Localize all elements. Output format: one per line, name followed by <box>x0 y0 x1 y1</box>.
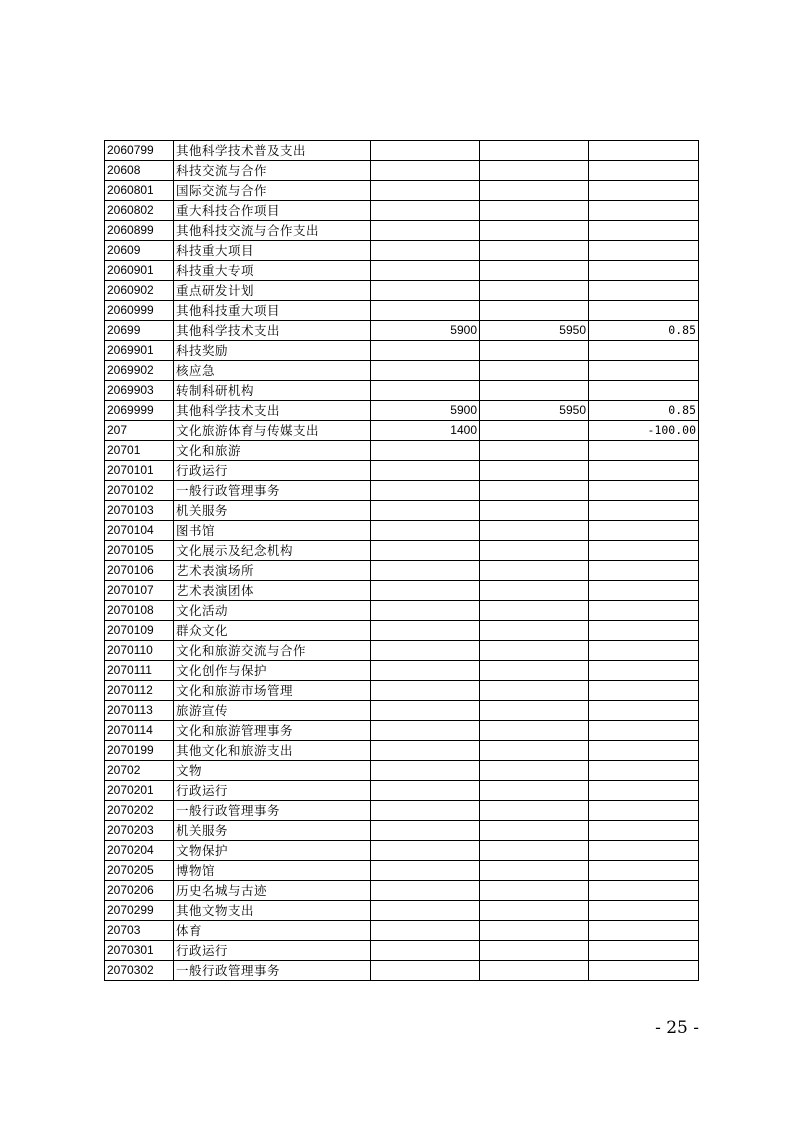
change-rate-cell <box>589 641 699 661</box>
table-row <box>105 641 699 661</box>
change-rate-cell <box>589 181 699 201</box>
table-row <box>105 821 699 841</box>
actual-value-cell <box>480 581 589 601</box>
change-rate-cell <box>589 561 699 581</box>
actual-value-cell <box>480 661 589 681</box>
table-row <box>105 801 699 821</box>
actual-value-cell <box>480 201 589 221</box>
budget-value-cell <box>371 381 480 401</box>
subject-code-cell: 2070199 <box>105 741 174 761</box>
subject-code-cell: 2069903 <box>105 381 174 401</box>
table-row <box>105 541 699 561</box>
change-rate-cell <box>589 901 699 921</box>
actual-value-cell <box>480 721 589 741</box>
actual-value-cell <box>480 361 589 381</box>
actual-value-cell <box>480 481 589 501</box>
budget-value-cell <box>371 801 480 821</box>
change-rate-cell <box>589 521 699 541</box>
change-rate-cell: 0.85 <box>589 401 699 421</box>
table-row <box>105 921 699 941</box>
subject-code-cell: 2070109 <box>105 621 174 641</box>
actual-value-cell <box>480 941 589 961</box>
subject-code-cell: 2070299 <box>105 901 174 921</box>
subject-name-cell: 一般行政管理事务 <box>174 481 371 501</box>
actual-value-cell <box>480 881 589 901</box>
change-rate-cell <box>589 341 699 361</box>
subject-code-cell: 2070106 <box>105 561 174 581</box>
table-row <box>105 221 699 241</box>
subject-name-cell: 体育 <box>174 921 371 941</box>
budget-table-body <box>105 141 699 981</box>
subject-name-cell: 文化和旅游市场管理 <box>174 681 371 701</box>
subject-code-cell: 2070108 <box>105 601 174 621</box>
actual-value-cell <box>480 601 589 621</box>
table-row <box>105 161 699 181</box>
budget-value-cell <box>371 441 480 461</box>
subject-name-cell: 行政运行 <box>174 941 371 961</box>
change-rate-cell <box>589 441 699 461</box>
table-row <box>105 381 699 401</box>
budget-value-cell <box>371 861 480 881</box>
actual-value-cell <box>480 961 589 981</box>
change-rate-cell <box>589 381 699 401</box>
table-row <box>105 721 699 741</box>
budget-value-cell <box>371 821 480 841</box>
subject-code-cell: 2070111 <box>105 661 174 681</box>
table-row <box>105 601 699 621</box>
budget-value-cell <box>371 461 480 481</box>
budget-value-cell <box>371 781 480 801</box>
subject-name-cell: 艺术表演团体 <box>174 581 371 601</box>
change-rate-cell <box>589 681 699 701</box>
budget-value-cell <box>371 281 480 301</box>
change-rate-cell <box>589 481 699 501</box>
budget-value-cell <box>371 521 480 541</box>
subject-name-cell: 博物馆 <box>174 861 371 881</box>
actual-value-cell <box>480 261 589 281</box>
table-row <box>105 861 699 881</box>
budget-value-cell <box>371 261 480 281</box>
actual-value-cell <box>480 241 589 261</box>
change-rate-cell <box>589 661 699 681</box>
actual-value-cell: 5950 <box>480 321 589 341</box>
table-row <box>105 341 699 361</box>
table-row <box>105 521 699 541</box>
subject-name-cell: 文化和旅游管理事务 <box>174 721 371 741</box>
actual-value-cell <box>480 621 589 641</box>
actual-value-cell <box>480 901 589 921</box>
actual-value-cell <box>480 181 589 201</box>
subject-code-cell: 2060999 <box>105 301 174 321</box>
budget-value-cell <box>371 741 480 761</box>
budget-value-cell <box>371 641 480 661</box>
change-rate-cell <box>589 201 699 221</box>
subject-code-cell: 2060899 <box>105 221 174 241</box>
subject-name-cell: 文化和旅游交流与合作 <box>174 641 371 661</box>
actual-value-cell <box>480 921 589 941</box>
budget-value-cell <box>371 221 480 241</box>
subject-code-cell: 2069999 <box>105 401 174 421</box>
subject-name-cell: 其他科技重大项目 <box>174 301 371 321</box>
change-rate-cell <box>589 741 699 761</box>
subject-code-cell: 207 <box>105 421 174 441</box>
subject-code-cell: 20699 <box>105 321 174 341</box>
subject-code-cell: 2060802 <box>105 201 174 221</box>
actual-value-cell <box>480 561 589 581</box>
actual-value-cell <box>480 221 589 241</box>
actual-value-cell <box>480 281 589 301</box>
table-row <box>105 401 699 421</box>
subject-name-cell: 其他科学技术支出 <box>174 401 371 421</box>
table-row <box>105 241 699 261</box>
subject-name-cell: 转制科研机构 <box>174 381 371 401</box>
actual-value-cell <box>480 341 589 361</box>
budget-value-cell <box>371 881 480 901</box>
table-row <box>105 141 699 161</box>
change-rate-cell <box>589 541 699 561</box>
actual-value-cell <box>480 761 589 781</box>
table-row <box>105 881 699 901</box>
change-rate-cell <box>589 761 699 781</box>
subject-code-cell: 2070203 <box>105 821 174 841</box>
budget-value-cell <box>371 501 480 521</box>
actual-value-cell <box>480 521 589 541</box>
budget-value-cell <box>371 141 480 161</box>
table-row <box>105 361 699 381</box>
change-rate-cell <box>589 721 699 741</box>
budget-value-cell <box>371 681 480 701</box>
subject-name-cell: 科技重大专项 <box>174 261 371 281</box>
subject-code-cell: 2070201 <box>105 781 174 801</box>
change-rate-cell <box>589 881 699 901</box>
actual-value-cell <box>480 461 589 481</box>
budget-value-cell <box>371 561 480 581</box>
subject-name-cell: 科技重大项目 <box>174 241 371 261</box>
budget-value-cell: 5900 <box>371 401 480 421</box>
subject-code-cell: 2060801 <box>105 181 174 201</box>
actual-value-cell <box>480 801 589 821</box>
table-row <box>105 481 699 501</box>
subject-code-cell: 2060902 <box>105 281 174 301</box>
subject-code-cell: 2070104 <box>105 521 174 541</box>
subject-code-cell: 20703 <box>105 921 174 941</box>
budget-value-cell <box>371 161 480 181</box>
subject-code-cell: 2070114 <box>105 721 174 741</box>
change-rate-cell <box>589 961 699 981</box>
subject-code-cell: 2069902 <box>105 361 174 381</box>
budget-value-cell <box>371 181 480 201</box>
budget-value-cell <box>371 301 480 321</box>
table-row <box>105 461 699 481</box>
subject-name-cell: 科技奖励 <box>174 341 371 361</box>
table-row <box>105 961 699 981</box>
actual-value-cell <box>480 421 589 441</box>
change-rate-cell <box>589 921 699 941</box>
subject-name-cell: 文物保护 <box>174 841 371 861</box>
subject-name-cell: 行政运行 <box>174 781 371 801</box>
budget-value-cell <box>371 581 480 601</box>
subject-code-cell: 2060901 <box>105 261 174 281</box>
change-rate-cell <box>589 281 699 301</box>
change-rate-cell <box>589 141 699 161</box>
budget-value-cell: 1400 <box>371 421 480 441</box>
subject-code-cell: 20609 <box>105 241 174 261</box>
budget-value-cell <box>371 961 480 981</box>
subject-name-cell: 核应急 <box>174 361 371 381</box>
table-row <box>105 741 699 761</box>
subject-code-cell: 20702 <box>105 761 174 781</box>
subject-name-cell: 历史名城与古迹 <box>174 881 371 901</box>
budget-value-cell <box>371 341 480 361</box>
actual-value-cell <box>480 861 589 881</box>
subject-code-cell: 2070204 <box>105 841 174 861</box>
table-row <box>105 621 699 641</box>
table-row <box>105 421 699 441</box>
budget-value-cell: 5900 <box>371 321 480 341</box>
subject-name-cell: 其他科学技术普及支出 <box>174 141 371 161</box>
budget-value-cell <box>371 901 480 921</box>
subject-code-cell: 2060799 <box>105 141 174 161</box>
change-rate-cell <box>589 781 699 801</box>
subject-code-cell: 2070112 <box>105 681 174 701</box>
table-row <box>105 561 699 581</box>
change-rate-cell <box>589 581 699 601</box>
budget-value-cell <box>371 721 480 741</box>
budget-value-cell <box>371 841 480 861</box>
budget-value-cell <box>371 201 480 221</box>
subject-name-cell: 文化旅游体育与传媒支出 <box>174 421 371 441</box>
subject-name-cell: 其他科技交流与合作支出 <box>174 221 371 241</box>
table-row <box>105 301 699 321</box>
table-row <box>105 841 699 861</box>
budget-value-cell <box>371 761 480 781</box>
budget-value-cell <box>371 541 480 561</box>
subject-name-cell: 其他科学技术支出 <box>174 321 371 341</box>
table-row <box>105 501 699 521</box>
subject-code-cell: 20701 <box>105 441 174 461</box>
subject-code-cell: 20608 <box>105 161 174 181</box>
subject-name-cell: 科技交流与合作 <box>174 161 371 181</box>
actual-value-cell <box>480 821 589 841</box>
subject-code-cell: 2070103 <box>105 501 174 521</box>
budget-value-cell <box>371 941 480 961</box>
budget-value-cell <box>371 361 480 381</box>
subject-code-cell: 2070205 <box>105 861 174 881</box>
table-row <box>105 281 699 301</box>
change-rate-cell <box>589 841 699 861</box>
actual-value-cell <box>480 441 589 461</box>
table-row <box>105 681 699 701</box>
change-rate-cell <box>589 601 699 621</box>
subject-name-cell: 文化展示及纪念机构 <box>174 541 371 561</box>
subject-code-cell: 2069901 <box>105 341 174 361</box>
change-rate-cell <box>589 821 699 841</box>
table-row <box>105 181 699 201</box>
change-rate-cell <box>589 301 699 321</box>
budget-value-cell <box>371 661 480 681</box>
actual-value-cell <box>480 301 589 321</box>
table-row <box>105 941 699 961</box>
actual-value-cell <box>480 501 589 521</box>
actual-value-cell <box>480 381 589 401</box>
change-rate-cell <box>589 161 699 181</box>
table-row <box>105 661 699 681</box>
table-row <box>105 321 699 341</box>
change-rate-cell <box>589 361 699 381</box>
change-rate-cell <box>589 241 699 261</box>
subject-name-cell: 机关服务 <box>174 501 371 521</box>
subject-name-cell: 重大科技合作项目 <box>174 201 371 221</box>
subject-code-cell: 2070107 <box>105 581 174 601</box>
actual-value-cell <box>480 741 589 761</box>
table-row <box>105 781 699 801</box>
change-rate-cell <box>589 801 699 821</box>
change-rate-cell <box>589 221 699 241</box>
change-rate-cell <box>589 501 699 521</box>
subject-code-cell: 2070302 <box>105 961 174 981</box>
subject-name-cell: 机关服务 <box>174 821 371 841</box>
actual-value-cell <box>480 681 589 701</box>
table-row <box>105 261 699 281</box>
subject-code-cell: 2070105 <box>105 541 174 561</box>
table-row <box>105 701 699 721</box>
subject-code-cell: 2070206 <box>105 881 174 901</box>
subject-name-cell: 文化和旅游 <box>174 441 371 461</box>
actual-value-cell <box>480 141 589 161</box>
actual-value-cell <box>480 641 589 661</box>
subject-name-cell: 国际交流与合作 <box>174 181 371 201</box>
table-row <box>105 761 699 781</box>
subject-code-cell: 2070102 <box>105 481 174 501</box>
subject-name-cell: 其他文化和旅游支出 <box>174 741 371 761</box>
actual-value-cell <box>480 781 589 801</box>
subject-code-cell: 2070202 <box>105 801 174 821</box>
change-rate-cell: 0.85 <box>589 321 699 341</box>
subject-code-cell: 2070113 <box>105 701 174 721</box>
subject-name-cell: 艺术表演场所 <box>174 561 371 581</box>
table-row <box>105 901 699 921</box>
subject-name-cell: 文化活动 <box>174 601 371 621</box>
subject-name-cell: 文物 <box>174 761 371 781</box>
budget-table <box>104 140 699 981</box>
table-row <box>105 581 699 601</box>
budget-value-cell <box>371 241 480 261</box>
subject-name-cell: 文化创作与保护 <box>174 661 371 681</box>
subject-name-cell: 行政运行 <box>174 461 371 481</box>
page-number: - 25 - <box>655 1018 699 1038</box>
change-rate-cell: -100.00 <box>589 421 699 441</box>
subject-name-cell: 群众文化 <box>174 621 371 641</box>
change-rate-cell <box>589 461 699 481</box>
actual-value-cell <box>480 841 589 861</box>
subject-code-cell: 2070110 <box>105 641 174 661</box>
subject-name-cell: 一般行政管理事务 <box>174 801 371 821</box>
actual-value-cell: 5950 <box>480 401 589 421</box>
change-rate-cell <box>589 861 699 881</box>
subject-name-cell: 一般行政管理事务 <box>174 961 371 981</box>
budget-value-cell <box>371 621 480 641</box>
budget-value-cell <box>371 481 480 501</box>
change-rate-cell <box>589 701 699 721</box>
subject-name-cell: 其他文物支出 <box>174 901 371 921</box>
change-rate-cell <box>589 261 699 281</box>
table-row <box>105 441 699 461</box>
actual-value-cell <box>480 701 589 721</box>
actual-value-cell <box>480 161 589 181</box>
change-rate-cell <box>589 621 699 641</box>
subject-code-cell: 2070301 <box>105 941 174 961</box>
subject-name-cell: 重点研发计划 <box>174 281 371 301</box>
subject-name-cell: 图书馆 <box>174 521 371 541</box>
subject-name-cell: 旅游宣传 <box>174 701 371 721</box>
change-rate-cell <box>589 941 699 961</box>
budget-value-cell <box>371 921 480 941</box>
subject-code-cell: 2070101 <box>105 461 174 481</box>
budget-value-cell <box>371 601 480 621</box>
actual-value-cell <box>480 541 589 561</box>
budget-value-cell <box>371 701 480 721</box>
table-row <box>105 201 699 221</box>
